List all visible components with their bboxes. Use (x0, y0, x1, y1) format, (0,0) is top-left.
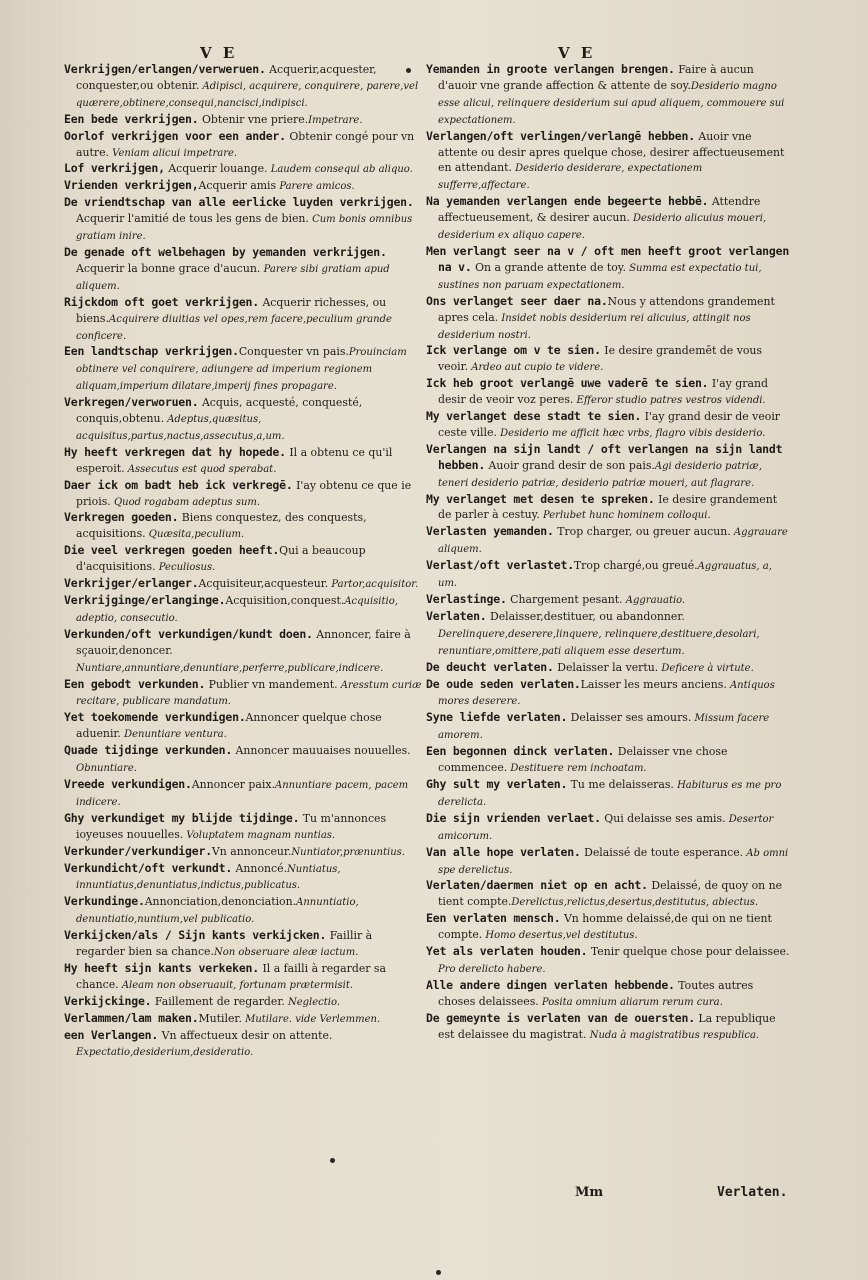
latin-gloss: Annuntiatio, denuntiatio,nuntium,vel publicatio. (76, 897, 359, 926)
french-gloss: I'ay grand desir de veoir voz peres. (438, 377, 768, 407)
headword: Oorlof verkrijgen voor een ander. (64, 128, 286, 143)
headword: Ick verlange om v te sien. (426, 343, 601, 358)
headword: Verkregen/verworuen. (64, 395, 199, 410)
headword: Verkrijgen/erlangen/verweruen. (64, 62, 266, 76)
latin-gloss: Nuntiare,annuntiare,denuntiare,perferre,publicare,indicere. (76, 662, 384, 674)
right-column (426, 62, 791, 1043)
headword: My verlanget dese stadt te sien. (426, 409, 642, 424)
french-gloss: Faillement de regarder. (151, 994, 285, 1008)
dictionary-entry (64, 478, 424, 511)
dictionary-entry (64, 295, 424, 345)
headword: Verlastinge. (426, 592, 507, 606)
dictionary-entry (64, 1028, 424, 1062)
french-gloss: Delaisser,destituer, ou abandonner. (486, 609, 685, 623)
dictionary-entry (64, 710, 424, 743)
latin-gloss: Veniam alicui impetrare. (109, 147, 238, 159)
french-gloss: Acquisiteur,acquesteur. (198, 577, 329, 591)
latin-gloss: Aleam non obseruauit, fortunam prætermisit. (118, 979, 354, 991)
latin-gloss: Desertor amicorum. (438, 813, 774, 842)
french-gloss: Nous y attendons grandement apres cela. (438, 294, 775, 324)
headword: De deucht verlaten. (426, 659, 554, 674)
headword: Verkundinge. (64, 894, 145, 909)
dictionary-entry (64, 112, 424, 129)
headword: De genade oft welbehagen by yemanden verkrijgen. (64, 244, 387, 259)
signature-mark: Mm (575, 1185, 604, 1200)
latin-gloss: Laudem consequi ab aliquo. (267, 164, 413, 176)
dictionary-entry (64, 161, 424, 178)
dictionary-entry (426, 376, 791, 409)
headword: Verlast/oft verlastet. (426, 558, 574, 573)
left-column (64, 62, 424, 1061)
dictionary-entry (426, 710, 791, 744)
catchword: Verlaten. (717, 1185, 788, 1200)
headword: Die sijn vrienden verlaet. (426, 810, 601, 825)
dictionary-entry (426, 677, 791, 711)
latin-gloss: Acquirere diuitias vel opes,rem facere,peculium grande conficere. (76, 313, 392, 342)
french-gloss: Delaissé de toute esperance. (580, 845, 744, 859)
french-gloss: Obtenir vne priere. (198, 112, 309, 126)
french-gloss: Delaisser la vertu. (553, 660, 659, 674)
latin-gloss: Desiderio magno esse alicui, relinquere desiderium sui apud aliquem, commouere sui expectationem. (438, 80, 785, 126)
headword: Verlaten/daermen niet op en acht. (426, 878, 648, 893)
latin-gloss: Habiturus es me pro derelicta. (438, 779, 782, 808)
latin-gloss: Quod rogabam adeptus sum. (110, 496, 261, 508)
dictionary-entry (64, 129, 424, 162)
dictionary-entry (426, 558, 791, 592)
french-gloss: Obtenir congé pour vn autre. (76, 129, 415, 159)
dictionary-entry (426, 744, 791, 777)
headword: Alle andere dingen verlaten hebbende. (426, 977, 675, 992)
latin-gloss: Neglectio. (284, 996, 341, 1008)
latin-gloss: Impetrare. (308, 114, 363, 126)
french-gloss: Qui a beaucoup d'acquisitions. (76, 544, 366, 574)
dictionary-entry (426, 660, 791, 677)
headword: Syne liefde verlaten. (426, 710, 568, 725)
headword: Verlammen/lam maken. (64, 1010, 199, 1025)
dictionary-entry (426, 524, 791, 558)
french-gloss: Delaisser vne chose commencee. (438, 745, 728, 775)
french-gloss: Conquester vn pais. (238, 345, 349, 359)
dictionary-entry (64, 743, 424, 777)
headword: Een verlaten mensch. (426, 911, 561, 926)
latin-gloss: Non obseruare aleæ iactum. (213, 947, 359, 959)
dictionary-entry (64, 245, 424, 295)
dictionary-entry (64, 928, 424, 961)
running-head-left: V E (200, 44, 238, 62)
latin-gloss: Parere amicos. (276, 181, 355, 193)
latin-gloss: Perlubet hunc hominem colloqui. (539, 510, 711, 522)
latin-gloss: Nuntiatus, innuntiatus,denuntiatus,indictus,publicatus. (76, 863, 341, 892)
dictionary-entry (426, 978, 791, 1011)
french-gloss: Auoir vne attente ou desir apres quelque chose, desirer affectueusement en attendant. (438, 129, 785, 175)
latin-gloss: Partor,acquisitor. (328, 579, 419, 591)
ink-dot (436, 1270, 441, 1275)
dictionary-entry (64, 510, 424, 543)
latin-gloss: Missum facere amorem. (438, 713, 770, 742)
french-gloss: Acquerir,acquester, conquester,ou obtenir. (76, 63, 377, 92)
dictionary-entry (426, 194, 791, 244)
french-gloss: Acquis, acquesté, conquesté, conquis,obtenu. (76, 396, 363, 426)
latin-gloss: Adipisci, acquirere, conquirere, parere,vel quærere,obtinere,consequi,nancisci,indipisci. (76, 80, 419, 109)
dictionary-entry (426, 244, 791, 294)
french-gloss: Auoir grand desir de son pais. (485, 458, 655, 472)
french-gloss: Laisser les meurs anciens. (580, 677, 727, 691)
latin-gloss: Annuntiare pacem, pacem indicere. (76, 779, 409, 808)
dictionary-entry (64, 961, 424, 994)
latin-gloss: Nuntiator,prænuntius. (291, 846, 405, 858)
headword: My verlanget met desen te spreken. (426, 491, 655, 506)
dictionary-entry (64, 344, 424, 395)
headword: Een bede verkrijgen. (64, 111, 199, 126)
latin-gloss: Derelictus,relictus,desertus,destitutus, abiectus. (511, 897, 759, 909)
dictionary-entry (64, 543, 424, 576)
french-gloss: Faillir à regarder bien sa chance. (76, 929, 373, 959)
latin-gloss: Destituere rem inchoatam. (507, 763, 647, 775)
headword: Vrienden verkrijgen, (64, 178, 199, 193)
latin-gloss: Parere sibi gratiam apud aliquem. (76, 263, 390, 292)
dictionary-entry (426, 409, 791, 442)
latin-gloss: Desiderio desiderare, expectationem sufferre,affectare. (438, 163, 703, 192)
dictionary-entry (64, 178, 424, 195)
french-gloss: Annonciation,denonciation. (144, 895, 297, 909)
headword: Verkijckinge. (64, 993, 152, 1008)
headword: Verlangen/oft verlingen/verlangē hebben. (426, 128, 695, 143)
dictionary-entry (64, 195, 424, 245)
running-head-right: V E (558, 44, 596, 62)
headword: Verkunder/verkundiger. (64, 843, 212, 858)
dictionary-entry (64, 576, 424, 593)
headword: Een gebodt verkunden. (64, 676, 206, 691)
headword: Verkunden/oft verkundigen/kundt doen. (64, 626, 313, 641)
dictionary-entry (64, 62, 424, 112)
french-gloss: Annoncer, faire à sçauoir,denoncer. (76, 627, 411, 657)
dictionary-entry (64, 445, 424, 478)
headword: Verlaten. (426, 608, 487, 623)
dictionary-entry (426, 1011, 791, 1044)
dictionary-entry (426, 609, 791, 660)
french-gloss: Annoncer paix. (191, 777, 275, 791)
ink-dot (406, 68, 411, 73)
latin-gloss: Desiderio me afficit hæc vrbs, flagro vibis desiderio. (496, 427, 766, 439)
french-gloss: La republique est delaissee du magistrat. (438, 1011, 776, 1041)
dictionary-entry (426, 777, 791, 811)
dictionary-entry (426, 845, 791, 879)
dictionary-entry (64, 777, 424, 811)
latin-gloss: Aggrauare aliquem. (438, 527, 788, 556)
headword: Die veel verkregen goeden heeft. (64, 543, 280, 558)
dictionary-entry (426, 442, 791, 492)
french-gloss: Tu me delaisseras. (567, 777, 674, 791)
dictionary-entry (426, 294, 791, 344)
french-gloss: Trop chargé,ou greué. (573, 559, 698, 573)
dictionary-entry (426, 129, 791, 195)
latin-gloss: Aggrauatus, a, um. (438, 561, 772, 590)
headword: Verlangen na sijn landt / oft verlangen na sijn landt hebben. (426, 441, 783, 472)
dictionary-entry (426, 492, 791, 525)
dictionary-entry (426, 343, 791, 376)
latin-gloss: Denuntiare ventura. (120, 729, 227, 741)
headword: Van alle hope verlaten. (426, 844, 581, 859)
headword: Verkrijger/erlanger. (64, 576, 199, 591)
latin-gloss: Quæsita,peculium. (145, 529, 245, 541)
french-gloss: Annoncer quelque chose aduenir. (76, 711, 382, 741)
latin-gloss: Mutilare. vide Verlemmen. (241, 1013, 381, 1025)
french-gloss: Chargement pesant. (506, 593, 623, 606)
ink-dot (330, 1158, 335, 1163)
french-gloss: Acquerir amis (198, 179, 277, 193)
french-gloss: Vn homme delaissé,de qui on ne tient compte. (438, 912, 772, 942)
french-gloss: Trop charger, ou greuer aucun. (553, 525, 731, 539)
french-gloss: Acquerir louange. (164, 162, 268, 176)
dictionary-entry (426, 811, 791, 845)
headword: een Verlangen. (64, 1027, 159, 1042)
headword: Verkrijginge/erlanginge. (64, 593, 226, 607)
headword: Ghy sult my verlaten. (426, 776, 568, 791)
headword: Een landtschap verkrijgen. (64, 344, 239, 359)
latin-gloss: Voluptatem magnam nuntias. (183, 829, 336, 841)
headword: Verkundicht/oft verkundt. (64, 860, 233, 875)
french-gloss: Vn affectueux desir on attente. (158, 1028, 333, 1042)
dictionary-entry (426, 911, 791, 944)
dictionary-entry (64, 677, 424, 711)
headword: Ghy verkundiget my blijde tijdinge. (64, 810, 300, 825)
french-gloss: Faire à aucun d'auoir vne grande affection & attente de soy. (438, 63, 754, 92)
latin-gloss: Acquisitio, adeptio, consecutio. (76, 596, 398, 624)
french-gloss: Delaisser ses amours. (567, 711, 692, 725)
french-gloss: Qui delaisse ses amis. (600, 811, 726, 825)
dictionary-entry (426, 592, 791, 609)
french-gloss: On a grande attente de toy. (471, 260, 626, 274)
french-gloss: Vn annonceur. (211, 844, 292, 858)
dictionary-entry (64, 1011, 424, 1028)
headword: Hy heeft verkregen dat hy hopede. (64, 444, 286, 459)
french-gloss: Acquerir richesses, ou biens. (76, 295, 387, 325)
headword: Daer ick om badt heb ick verkregē. (64, 477, 293, 492)
dictionary-entry (64, 395, 424, 445)
french-gloss: I'ay grand desir de veoir ceste ville. (438, 410, 781, 439)
latin-gloss: Obnuntiare. (76, 763, 137, 775)
latin-gloss: Posita omnium aliarum rerum cura. (538, 996, 723, 1008)
dictionary-entry (426, 944, 791, 978)
headword: Een begonnen dinck verlaten. (426, 744, 615, 759)
latin-gloss: Cum bonis omnibus gratiam inire. (76, 214, 413, 243)
french-gloss: Acquisition,conquest. (225, 594, 345, 607)
french-gloss: Publier vn mandement. (205, 677, 338, 691)
french-gloss: Acquerir l'amitié de tous les gens de bien. (76, 212, 309, 226)
latin-gloss: Expectatio,desiderium,desideratio. (76, 1047, 254, 1059)
latin-gloss: Efferor studio patres vestros videndi. (573, 395, 766, 407)
headword: Yet toekomende verkundigen. (64, 710, 246, 725)
french-gloss: Ie desire grandemēt de vous veoir. (438, 344, 763, 374)
headword: Lof verkrijgen, (64, 161, 165, 176)
headword: Quade tijdinge verkunden. (64, 743, 233, 758)
dictionary-entry (64, 811, 424, 844)
latin-gloss: Insidet nobis desiderium rei alicuius, attingit nos desiderium nostri. (438, 312, 751, 341)
french-gloss: Mutiler. (198, 1011, 242, 1025)
french-gloss: Delaissé, de quoy on ne tient compte. (438, 879, 783, 909)
latin-gloss: Homo desertus,vel destitutus. (482, 930, 638, 942)
dictionary-entry (64, 994, 424, 1011)
french-gloss: Toutes autres choses delaissees. (438, 978, 754, 1008)
headword: Men verlangt seer na v / oft men heeft groot verlangen na v. (426, 243, 790, 274)
headword: De oude seden verlaten. (426, 676, 581, 691)
french-gloss: Acquerir la bonne grace d'aucun. (76, 261, 261, 275)
headword: Na yemanden verlangen ende begeerte hebbē. (426, 194, 709, 209)
french-gloss: Ie desire grandement de parler à cestuy. (438, 492, 778, 522)
french-gloss: I'ay obtenu ce que ie priois. (76, 478, 412, 508)
latin-gloss: Aresstum curiæ recitare, publicare mandatum. (76, 679, 422, 708)
headword: De gemeynte is verlaten van de ouersten. (426, 1010, 695, 1025)
latin-gloss: Aggrauatio. (622, 595, 686, 606)
latin-gloss: Pro derelicto habere. (438, 963, 546, 975)
latin-gloss: Assecutus est quod sperabat. (124, 463, 277, 475)
dictionary-entry (64, 593, 424, 627)
dictionary-entry (64, 894, 424, 928)
latin-gloss: Deficere à virtute. (658, 662, 754, 674)
headword: Ons verlanget seer daer na. (426, 293, 608, 308)
dictionary-entry (426, 878, 791, 911)
headword: Verlasten yemanden. (426, 524, 554, 539)
latin-gloss: Ab omni spe derelictus. (438, 847, 789, 876)
latin-gloss: Peculiosus. (155, 562, 216, 574)
headword: Vreede verkundigen. (64, 776, 192, 791)
french-gloss: Biens conquestez, des conquests, acquisitions. (76, 511, 367, 541)
french-gloss: Annoncé. (232, 861, 288, 875)
headword: Yet als verlaten houden. (426, 944, 588, 959)
latin-gloss: Adeptus,quæsitus, acquisitus,partus,nactus,assecutus,a,um. (76, 414, 285, 442)
headword: Verkijcken/als / Sijn kants verkijcken. (64, 928, 327, 943)
dictionary-entry (64, 627, 424, 677)
headword: Verkregen goeden. (64, 510, 179, 525)
latin-gloss: Summa est expectatio tui, sustines non paruam expectationem. (438, 262, 762, 291)
latin-gloss: Ardeo aut cupio te videre. (468, 362, 604, 374)
latin-gloss: Antiquos mores deserere. (438, 679, 775, 708)
latin-gloss: Agi desiderio patriæ, teneri desiderio patriæ, desiderio patriæ moueri, aut flagrare. (438, 460, 762, 489)
latin-gloss: Derelinquere,deserere,linquere, relinquere,destituere,desolari, renuntiare,omittere,pati aliquem esse desertum. (438, 628, 760, 657)
french-gloss: Il a obtenu ce qu'il esperoit. (76, 445, 393, 475)
headword: Ick heb groot verlangē uwe vaderē te sien. (426, 376, 709, 391)
latin-gloss: Nuda à magistratibus respublica. (586, 1029, 760, 1041)
headword: Rijckdom oft goet verkrijgen. (64, 294, 259, 309)
headword: De vriendtschap van alle eerlicke luyden verkrijgen. (64, 195, 414, 210)
latin-gloss: Prouinciam obtinere vel conquirere, adiungere ad imperium regionem aliquam,imperium dilatare,imperij fines propagare. (76, 347, 407, 393)
latin-gloss: Desiderio alicuius moueri, desiderium ex aliquo capere. (438, 213, 767, 242)
dictionary-entry (426, 62, 791, 129)
headword: Yemanden in groote verlangen brengen. (426, 62, 675, 76)
headword: Hy heeft sijn kants verkeken. (64, 960, 259, 975)
french-gloss: Tu m'annonces ioyeuses nouuelles. (76, 811, 387, 841)
dictionary-entry (64, 844, 424, 861)
french-gloss: Attendre affectueusement, & desirer aucun. (438, 195, 761, 225)
dictionary-entry (64, 861, 424, 895)
french-gloss: Il a failli à regarder sa chance. (76, 961, 387, 991)
french-gloss: Annoncer mauuaises nouuelles. (232, 744, 411, 758)
french-gloss: Tenir quelque chose pour delaissee. (587, 945, 790, 959)
